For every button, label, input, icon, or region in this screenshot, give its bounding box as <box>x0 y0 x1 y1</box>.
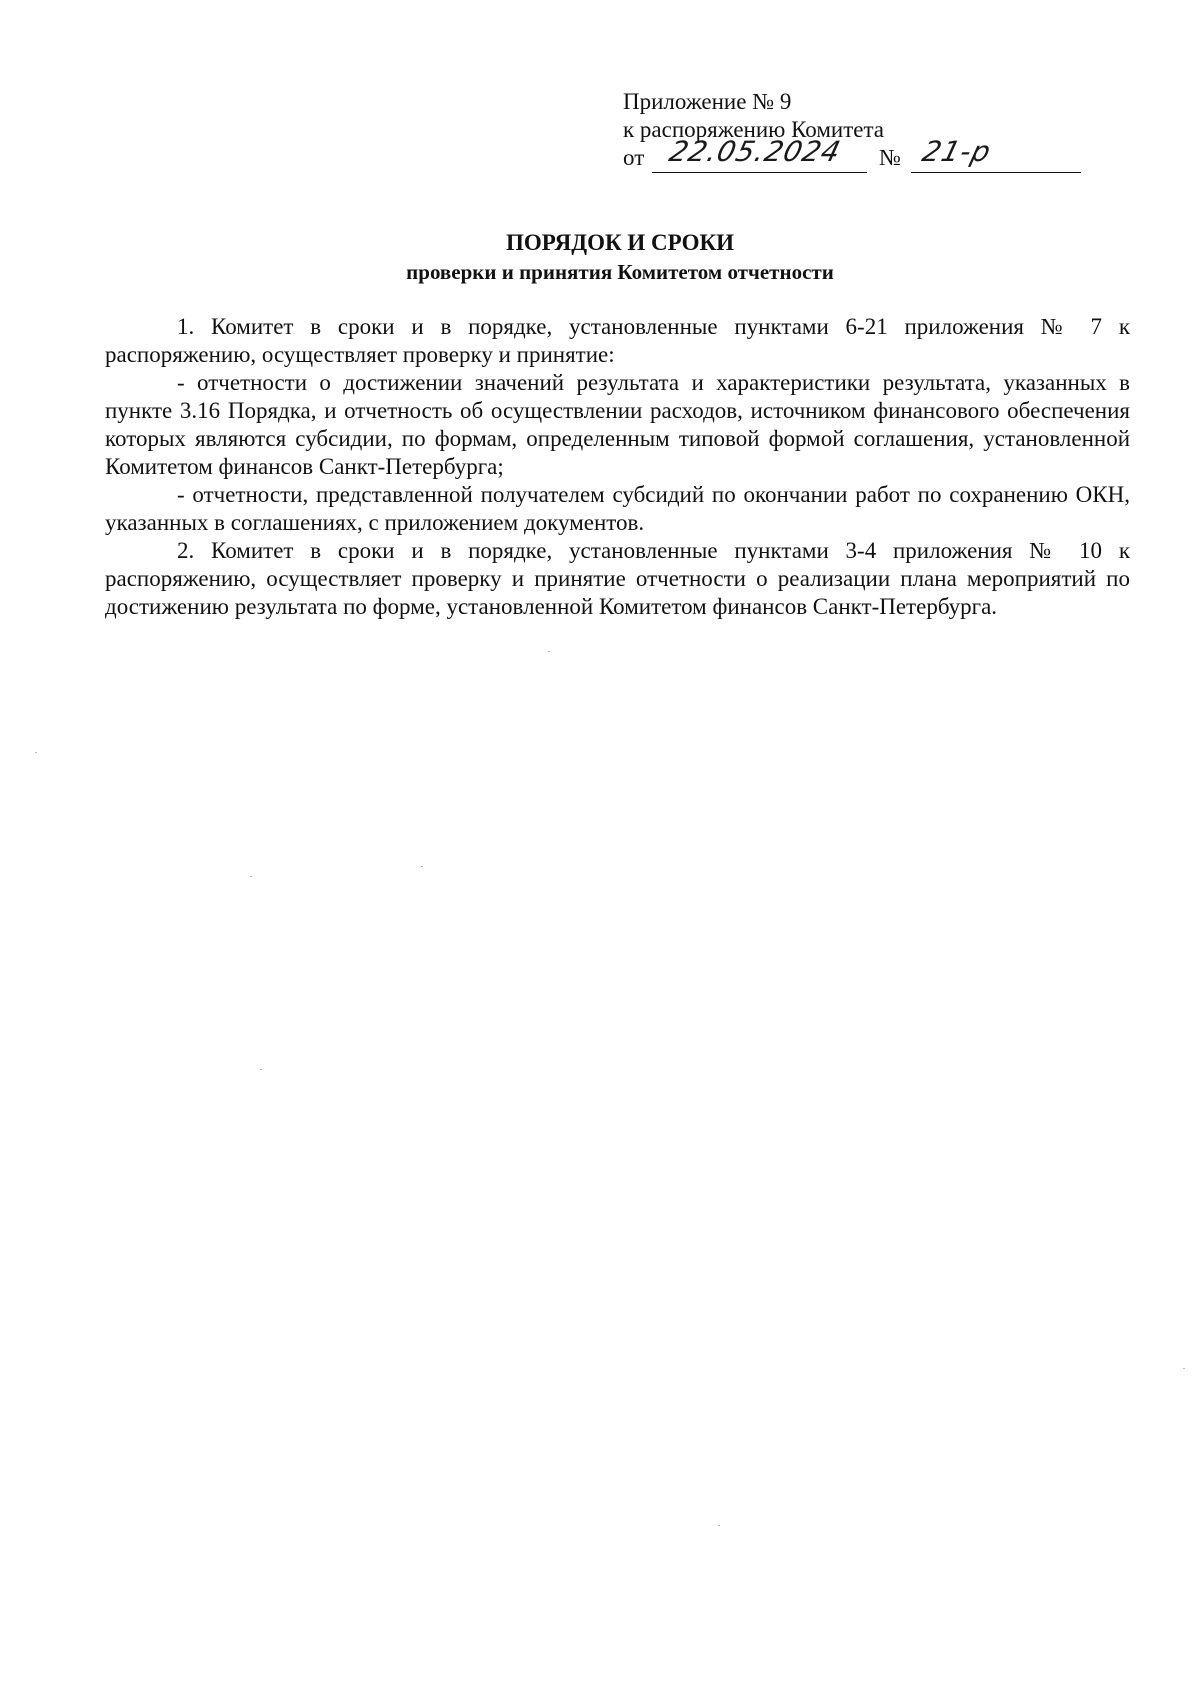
paragraph-1: 1. Комитет в сроки и в порядке, установленные пунктами 6-21 приложения № 7 к распоряжению, осуществляет проверку и принятие: <box>105 314 1130 367</box>
scan-speck <box>250 876 252 877</box>
scan-speck <box>548 651 550 652</box>
document-subtitle: проверки и принятия Комитетом отчетности <box>406 260 834 284</box>
paragraph-4: 2. Комитет в сроки и в порядке, установленные пунктами 3-4 приложения № 10 к распоряжению, осуществляет проверку и принятие отчетности о реализации плана мероприятий по достижению результата по форме, установленной Комитетом финансов Санкт-Петербурга. <box>105 538 1130 619</box>
document-body <box>105 313 1130 621</box>
scan-speck <box>718 1525 720 1526</box>
date-prefix: от <box>623 145 645 170</box>
scan-speck <box>1183 1368 1185 1369</box>
annex-date-number-row <box>623 135 1083 178</box>
handwritten-number: 21-р <box>919 135 995 168</box>
scan-speck <box>260 1069 262 1070</box>
annex-number: Приложение № 9 <box>623 89 792 114</box>
annex-reference: к распоряжению Комитета <box>623 117 884 142</box>
paragraph-3: - отчетности, представленной получателем субсидий по окончании работ по сохранению ОКН, указанных в соглашениях, с приложением документов. <box>105 482 1130 535</box>
handwritten-date: 22.05.2024 <box>666 135 845 168</box>
number-blank-line <box>911 172 1081 173</box>
document-title: ПОРЯДОК И СРОКИ <box>505 230 735 255</box>
number-prefix: № <box>879 145 901 170</box>
annex-header <box>623 88 1083 178</box>
paragraph-2: - отчетности о достижении значений результата и характеристики результата, указанных в пункте 3.16 Порядка, и отчетность об осуществлении расходов, источником финансового обеспечения которых являются субсидии, по формам, определенным типовой формой соглашения, установленной Комитетом финансов Санкт-Петербурга; <box>105 370 1130 479</box>
date-blank-line <box>652 172 867 173</box>
scan-speck <box>35 752 37 753</box>
scan-speck <box>421 866 423 867</box>
